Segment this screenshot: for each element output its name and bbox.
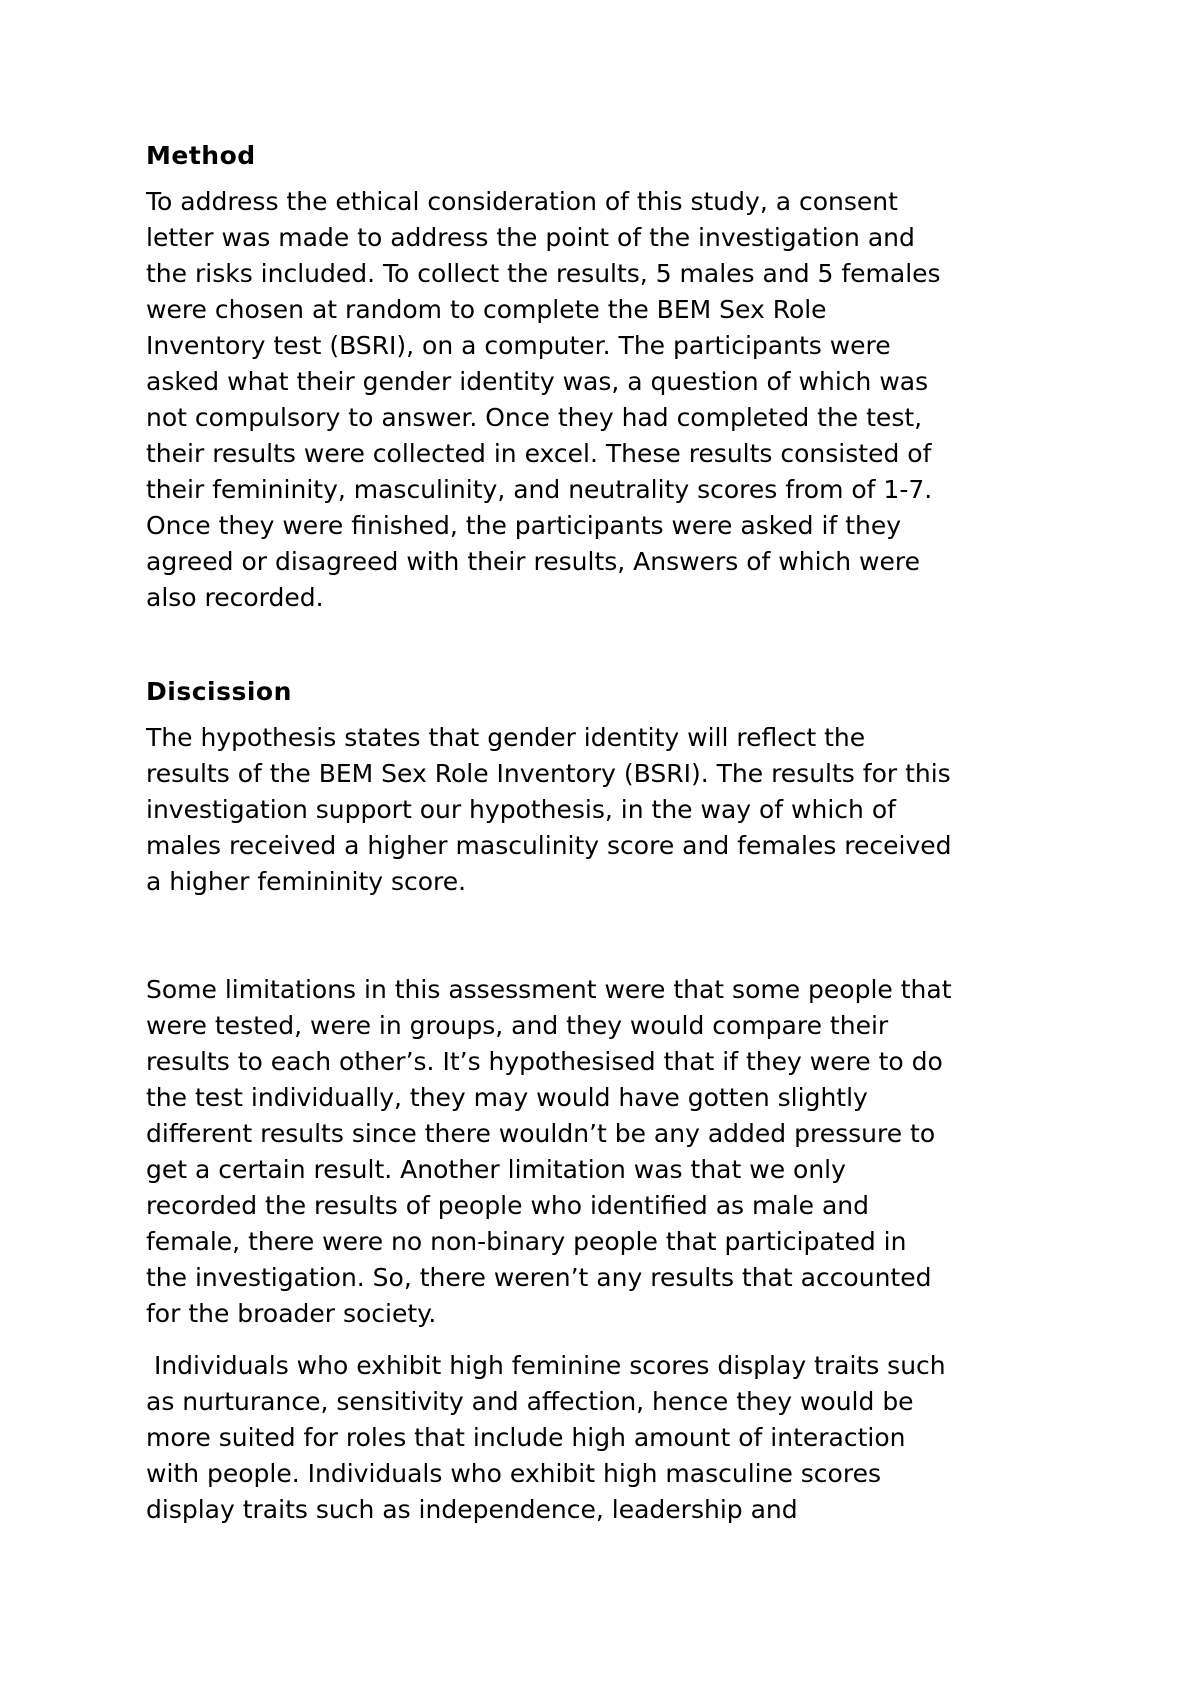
text-line: males received a higher masculinity score and females received: [146, 831, 952, 860]
text-line: asked what their gender identity was, a question of which was: [146, 367, 929, 396]
discussion-section: [146, 674, 1076, 1528]
text-line: To address the ethical consideration of this study, a consent: [146, 187, 898, 216]
text-line: different results since there wouldn’t be any added pressure to: [146, 1119, 936, 1148]
limitations-paragraph: [146, 972, 1076, 1332]
text-line: a higher femininity score.: [146, 867, 467, 896]
text-line: also recorded.: [146, 583, 324, 612]
text-line: Once they were finished, the participants were asked if they: [146, 511, 902, 540]
method-section: [146, 138, 1076, 616]
text-line: their results were collected in excel. These results consisted of: [146, 439, 932, 468]
text-line: were chosen at random to complete the BEM Sex Role: [146, 295, 827, 324]
text-line: results to each other’s. It’s hypothesised that if they were to do: [146, 1047, 943, 1076]
traits-paragraph: [146, 1348, 1076, 1528]
text-line: get a certain result. Another limitation was that we only: [146, 1155, 846, 1184]
text-line: Some limitations in this assessment were that some people that: [146, 975, 952, 1004]
text-line: as nurturance, sensitivity and affection, hence they would be: [146, 1387, 914, 1416]
text-line: results of the BEM Sex Role Inventory (BSRI). The results for this: [146, 759, 951, 788]
method-paragraph: [146, 184, 1076, 616]
method-heading: Method: [146, 141, 256, 170]
text-line: Individuals who exhibit high feminine scores display traits such: [146, 1351, 946, 1380]
text-line: letter was made to address the point of the investigation and: [146, 223, 915, 252]
discussion-paragraph: [146, 720, 1076, 900]
text-line: female, there were no non-binary people that participated in: [146, 1227, 907, 1256]
text-line: with people. Individuals who exhibit high masculine scores: [146, 1459, 881, 1488]
document-page: [146, 138, 1076, 1528]
text-line: the risks included. To collect the results, 5 males and 5 females: [146, 259, 941, 288]
text-line: not compulsory to answer. Once they had completed the test,: [146, 403, 923, 432]
discussion-heading: Discission: [146, 677, 292, 706]
text-line: their femininity, masculinity, and neutrality scores from of 1-7.: [146, 475, 933, 504]
text-line: The hypothesis states that gender identity will reflect the: [146, 723, 866, 752]
text-line: for the broader society.: [146, 1299, 437, 1328]
text-line: more suited for roles that include high amount of interaction: [146, 1423, 906, 1452]
text-line: the investigation. So, there weren’t any results that accounted: [146, 1263, 932, 1292]
text-line: investigation support our hypothesis, in the way of which of: [146, 795, 896, 824]
text-line: display traits such as independence, leadership and: [146, 1495, 798, 1524]
text-line: Inventory test (BSRI), on a computer. The participants were: [146, 331, 891, 360]
text-line: the test individually, they may would have gotten slightly: [146, 1083, 868, 1112]
text-line: agreed or disagreed with their results, Answers of which were: [146, 547, 920, 576]
text-line: were tested, were in groups, and they would compare their: [146, 1011, 889, 1040]
text-line: recorded the results of people who identified as male and: [146, 1191, 869, 1220]
